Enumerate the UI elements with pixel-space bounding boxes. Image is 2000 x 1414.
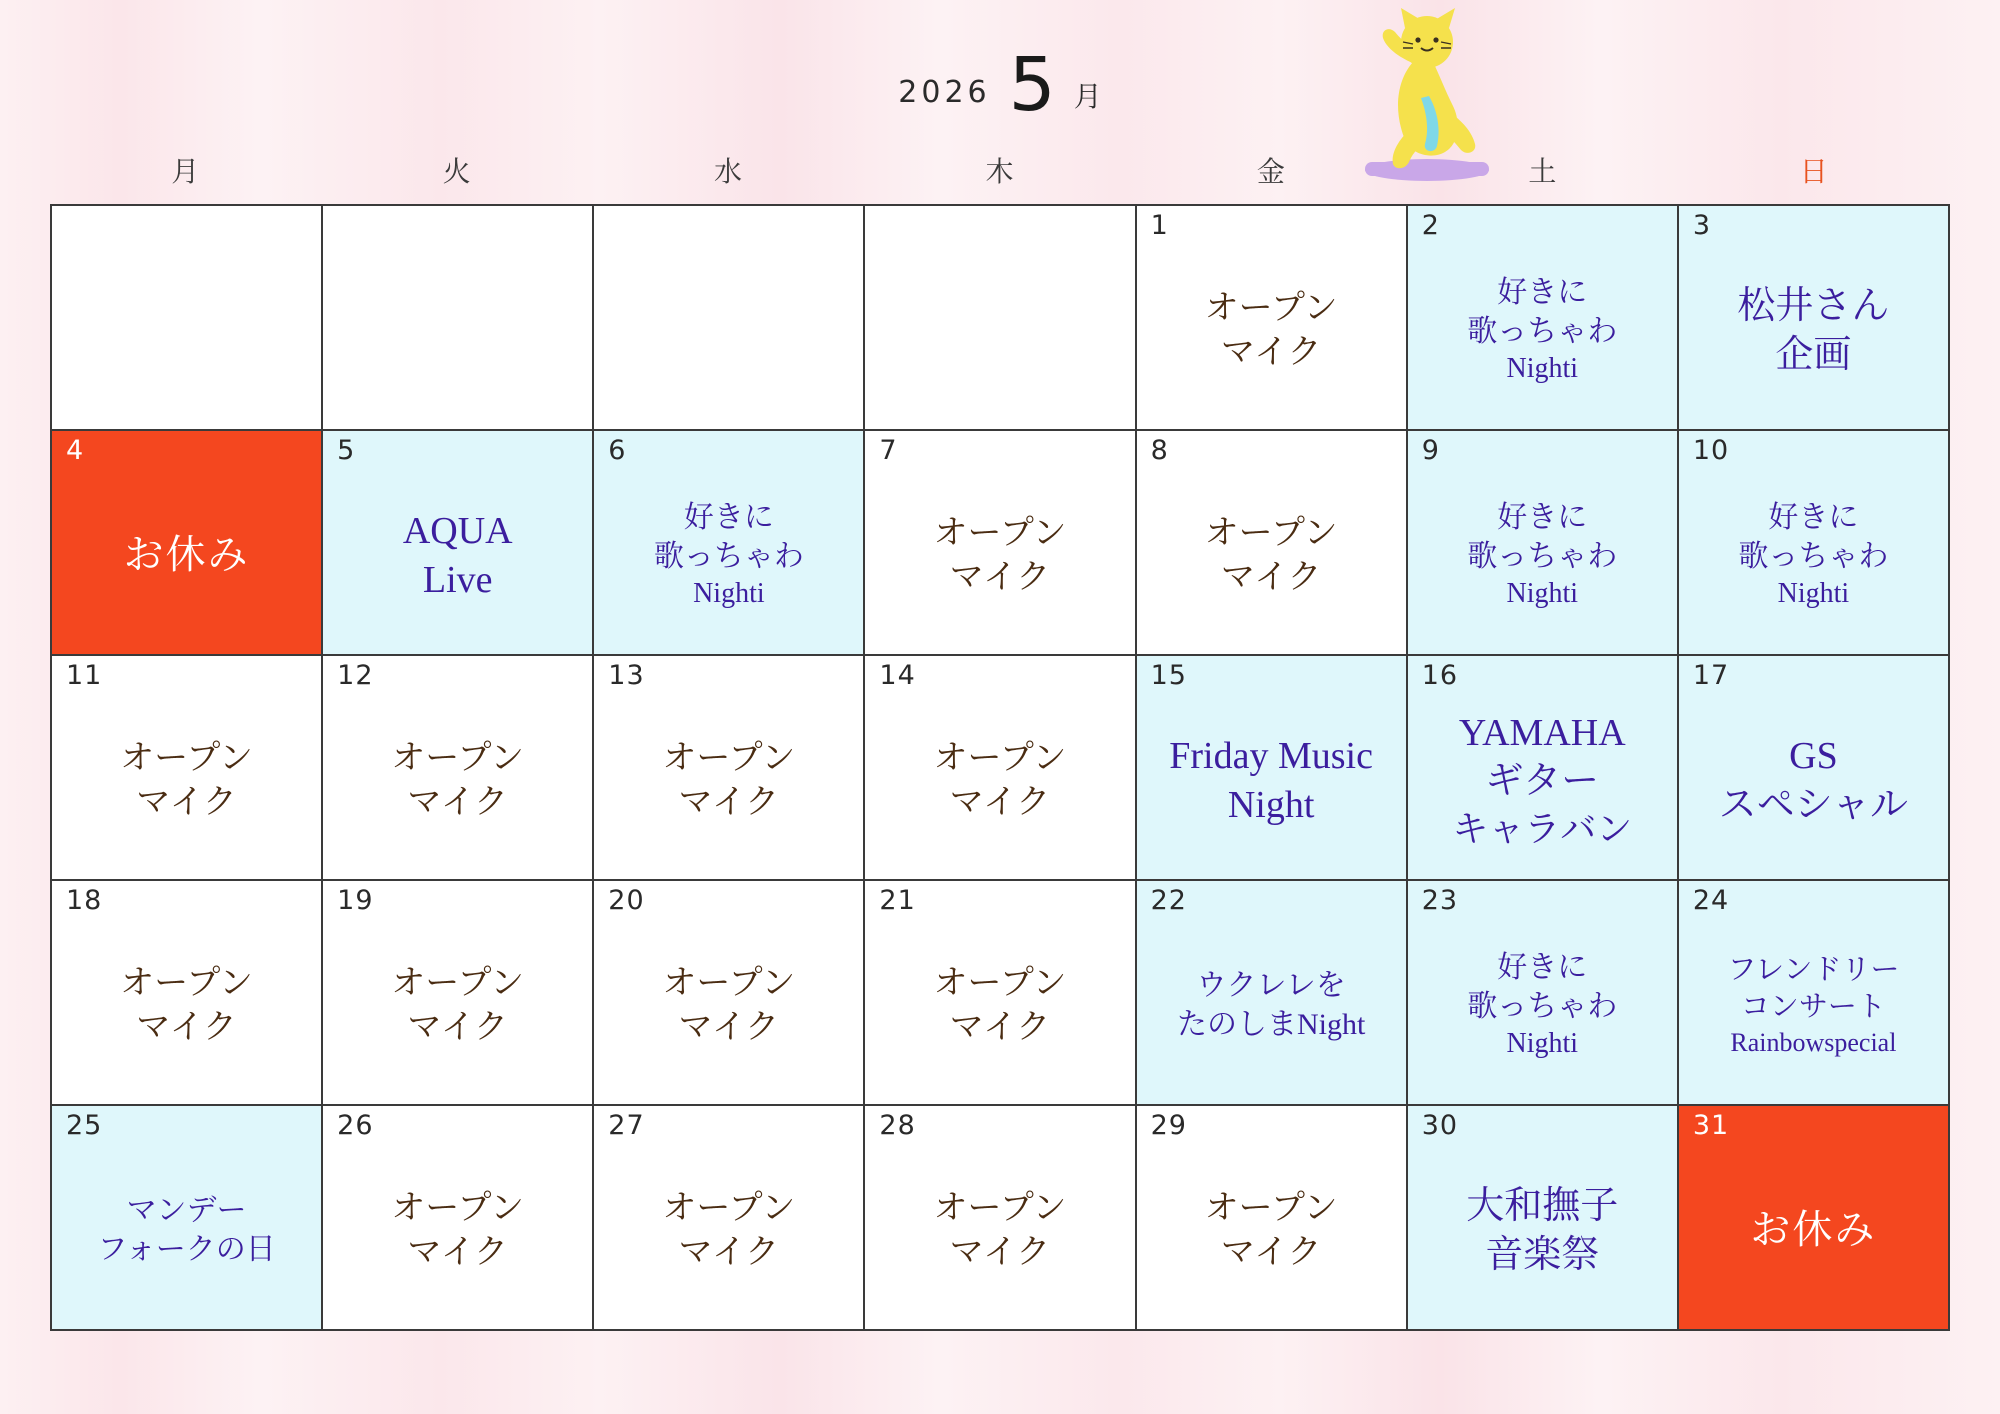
calendar-day-cell-5[interactable] [323, 431, 594, 656]
calendar-empty-cell[interactable] [594, 206, 865, 431]
day-event-line: マンデー [126, 1194, 247, 1228]
day-event-line: オープン [662, 737, 796, 778]
day-event [594, 915, 863, 1096]
day-event-line: フォークの日 [97, 1232, 276, 1266]
day-event-line: 好きに [1768, 501, 1859, 535]
calendar-day-cell-22[interactable] [1137, 881, 1408, 1106]
day-event-line: マイク [136, 1006, 237, 1047]
calendar-day-cell-4[interactable] [52, 431, 323, 656]
day-event [865, 690, 1134, 871]
day-event-line: オープン [933, 1187, 1067, 1228]
day-event-line: オープン [120, 737, 254, 778]
day-number: 10 [1692, 435, 1730, 466]
day-event-line: マイク [407, 1231, 509, 1272]
day-number: 1 [1150, 210, 1169, 241]
calendar-day-cell-13[interactable] [594, 656, 865, 881]
day-event-line: オープン [662, 1187, 796, 1228]
day-event-line: 好きに [1497, 501, 1588, 535]
day-event-line: Live [422, 558, 493, 601]
calendar-title [0, 42, 2000, 128]
day-number: 27 [608, 1110, 645, 1141]
day-event-line: Nighti [1506, 1027, 1579, 1059]
calendar-day-cell-6[interactable] [594, 431, 865, 656]
day-number: 5 [337, 435, 356, 466]
day-number: 12 [337, 660, 374, 691]
day-event-line: マイク [949, 1006, 1051, 1047]
day-event-line: オープン [933, 512, 1067, 553]
day-number: 4 [66, 435, 85, 466]
day-event-line: AQUA [402, 509, 513, 552]
day-event-line: ギター [1485, 760, 1600, 803]
day-event-line: YAMAHA [1458, 711, 1626, 754]
day-event [865, 915, 1134, 1096]
day-event-line: キャラバン [1452, 809, 1633, 850]
day-event [865, 1140, 1134, 1321]
day-number: 28 [879, 1110, 916, 1141]
day-event-line: オープン [1204, 512, 1338, 553]
day-event-line: マイク [678, 1006, 780, 1047]
day-event-line: オープン [1204, 287, 1338, 328]
day-event [1408, 240, 1677, 421]
day-event-line: Nighti [693, 577, 765, 609]
day-event-line: 好きに [1497, 951, 1588, 985]
calendar-empty-cell[interactable] [865, 206, 1136, 431]
weekday-mon: 月 [171, 155, 201, 188]
day-event-line: 好きに [1497, 276, 1588, 310]
day-event-line: マイク [949, 1231, 1051, 1272]
day-event [1408, 465, 1677, 646]
day-event-line: 歌っちゃわ [1467, 539, 1618, 573]
day-event [52, 465, 321, 646]
day-event-line: 大和撫子 [1466, 1184, 1619, 1227]
day-event [1137, 690, 1406, 871]
day-number: 29 [1150, 1110, 1187, 1141]
day-event-line: オープン [391, 737, 525, 778]
day-number: 16 [1421, 660, 1459, 691]
calendar-day-cell-27[interactable] [594, 1106, 865, 1331]
calendar-month-suffix: 月 [1073, 80, 1102, 113]
day-event [1408, 690, 1677, 871]
calendar-header [0, 0, 2000, 150]
day-event [52, 915, 321, 1096]
day-event [1679, 915, 1948, 1096]
day-event-line: Nighti [1777, 577, 1850, 609]
day-event-line: 好きに [683, 501, 774, 535]
calendar-month-number: 5 [1008, 42, 1056, 128]
day-event-line: ウクレレを [1196, 969, 1346, 1003]
day-event-line: マイク [949, 781, 1051, 822]
day-event-line: 歌っちゃわ [1738, 539, 1889, 573]
calendar-day-cell-1[interactable] [1137, 206, 1408, 431]
calendar-day-cell-26[interactable] [323, 1106, 594, 1331]
day-number: 15 [1150, 660, 1187, 691]
calendar-empty-cell[interactable] [323, 206, 594, 431]
day-event-line: 歌っちゃわ [1467, 314, 1618, 348]
day-event-line: Night [1227, 783, 1315, 826]
day-event-line: オープン [391, 962, 525, 1003]
day-number: 14 [879, 660, 916, 691]
day-event-line: 歌っちゃわ [653, 539, 804, 573]
weekday-sun: 日 [1799, 155, 1829, 188]
day-number: 19 [337, 885, 374, 916]
day-event [323, 915, 592, 1096]
day-number: 13 [608, 660, 645, 691]
day-number: 24 [1692, 885, 1730, 916]
calendar-day-cell-12[interactable] [323, 656, 594, 881]
day-event-line: マイク [678, 781, 780, 822]
day-event-line: マイク [678, 1231, 780, 1272]
day-number: 9 [1421, 435, 1440, 466]
calendar-grid [50, 204, 1950, 1331]
day-event [1408, 1140, 1677, 1321]
calendar-day-cell-10[interactable] [1679, 431, 1950, 656]
day-event-line: オープン [933, 737, 1067, 778]
day-event [1137, 465, 1406, 646]
calendar-day-cell-2[interactable] [1408, 206, 1679, 431]
day-event-line: Rainbowspecial [1730, 1027, 1897, 1057]
weekday-fri: 金 [1256, 155, 1286, 188]
day-number: 8 [1150, 435, 1169, 466]
calendar-day-cell-3[interactable] [1679, 206, 1950, 431]
day-event [594, 1140, 863, 1321]
day-event-line: フレンドリー [1727, 953, 1900, 986]
day-event-line: たのしまNight [1176, 1007, 1366, 1041]
day-event-line: オープン [933, 962, 1067, 1003]
day-event [1137, 240, 1406, 421]
day-number: 23 [1421, 885, 1459, 916]
day-event [1137, 1140, 1406, 1321]
calendar-day-cell-7[interactable] [865, 431, 1136, 656]
day-event-line: GS [1789, 734, 1838, 777]
day-event [594, 465, 863, 646]
weekday-wed: 水 [714, 155, 744, 188]
calendar-year: 2026 [898, 75, 991, 110]
day-event [1679, 690, 1948, 871]
day-event-line: マイク [1220, 331, 1322, 372]
calendar-day-cell-9[interactable] [1408, 431, 1679, 656]
day-number: 11 [66, 660, 103, 691]
weekday-header-row [50, 150, 1950, 204]
day-number: 20 [608, 885, 645, 916]
day-number: 18 [66, 885, 103, 916]
weekday-thu: 木 [985, 155, 1015, 188]
calendar-day-cell-29[interactable] [1137, 1106, 1408, 1331]
day-event-line: Friday Music [1169, 734, 1373, 777]
weekday-tue: 火 [442, 155, 472, 188]
day-event [52, 1140, 321, 1321]
day-number: 25 [66, 1110, 103, 1141]
day-event-line: お休み [123, 531, 250, 578]
day-event-line: オープン [662, 962, 796, 1003]
day-event-line: Nighti [1506, 352, 1579, 384]
calendar-day-cell-21[interactable] [865, 881, 1136, 1106]
day-number: 30 [1421, 1110, 1459, 1141]
day-number: 21 [879, 885, 916, 916]
day-event [52, 690, 321, 871]
day-event [323, 465, 592, 646]
day-event-line: 企画 [1775, 333, 1852, 376]
day-event-line: マイク [949, 556, 1051, 597]
day-number: 7 [879, 435, 898, 466]
day-number: 6 [608, 435, 627, 466]
day-number: 31 [1692, 1110, 1730, 1141]
day-event-line: 歌っちゃわ [1467, 989, 1618, 1023]
day-number: 22 [1150, 885, 1187, 916]
calendar-day-cell-25[interactable] [52, 1106, 323, 1331]
day-number: 2 [1421, 210, 1440, 241]
calendar-day-cell-18[interactable] [52, 881, 323, 1106]
day-number: 26 [337, 1110, 374, 1141]
calendar-day-cell-30[interactable] [1408, 1106, 1679, 1331]
day-event-line: マイク [136, 781, 237, 822]
day-event-line: マイク [407, 781, 509, 822]
calendar-day-cell-14[interactable] [865, 656, 1136, 881]
day-event [1679, 1140, 1948, 1321]
calendar-day-cell-23[interactable] [1408, 881, 1679, 1106]
day-event-line: マイク [407, 1006, 509, 1047]
calendar-day-cell-31[interactable] [1679, 1106, 1950, 1331]
calendar-day-cell-28[interactable] [865, 1106, 1136, 1331]
day-event-line: オープン [391, 1187, 525, 1228]
weekday-sat: 土 [1528, 155, 1558, 188]
day-event-line: コンサート [1740, 990, 1886, 1023]
calendar-day-cell-19[interactable] [323, 881, 594, 1106]
yoga-cat-icon [1335, 2, 1515, 192]
day-event [865, 465, 1134, 646]
day-event-line: お休み [1750, 1206, 1877, 1253]
calendar-day-cell-24[interactable] [1679, 881, 1950, 1106]
calendar-day-cell-15[interactable] [1137, 656, 1408, 881]
day-number: 17 [1692, 660, 1730, 691]
day-event-line: スペシャル [1718, 783, 1909, 826]
day-event [1679, 465, 1948, 646]
day-event [1679, 240, 1948, 421]
day-event-line: 松井さん [1737, 284, 1890, 327]
day-event-line: Nighti [1506, 577, 1579, 609]
calendar-day-cell-17[interactable] [1679, 656, 1950, 881]
day-event-line: マイク [1220, 556, 1322, 597]
day-event [594, 690, 863, 871]
calendar-day-cell-11[interactable] [52, 656, 323, 881]
day-event [1137, 915, 1406, 1096]
day-event-line: 音楽祭 [1485, 1233, 1600, 1276]
calendar-day-cell-20[interactable] [594, 881, 865, 1106]
day-event-line: マイク [1220, 1231, 1322, 1272]
day-event-line: オープン [1204, 1187, 1338, 1228]
calendar-day-cell-8[interactable] [1137, 431, 1408, 656]
day-event [323, 690, 592, 871]
day-event [1408, 915, 1677, 1096]
day-number: 3 [1692, 210, 1712, 241]
day-event [323, 1140, 592, 1321]
calendar-day-cell-16[interactable] [1408, 656, 1679, 881]
day-event-line: オープン [120, 962, 254, 1003]
calendar-empty-cell[interactable] [52, 206, 323, 431]
